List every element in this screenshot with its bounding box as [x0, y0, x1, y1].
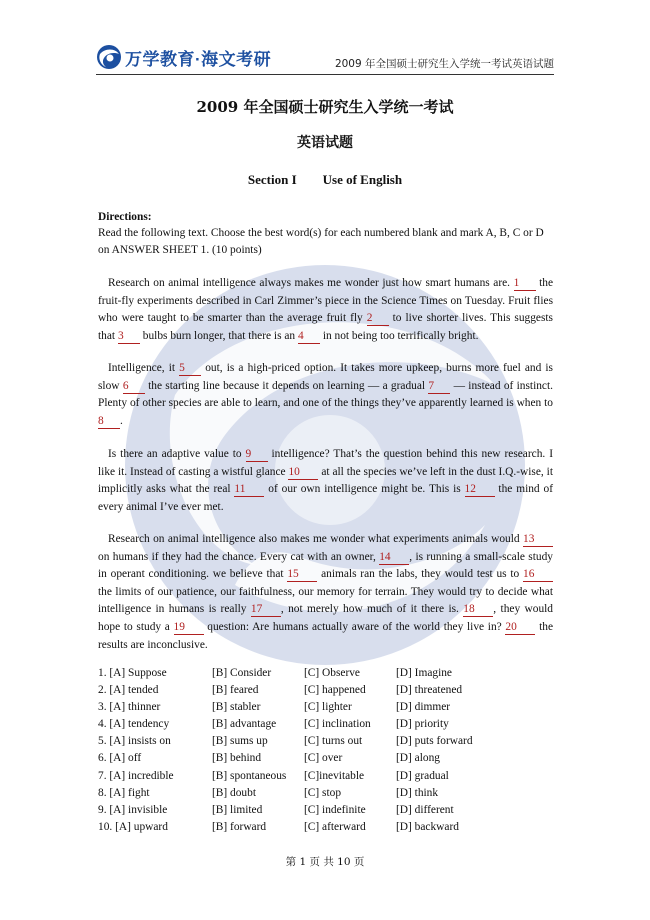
answer-blank-7: 7 [428, 380, 450, 394]
answer-blank-20: 20 [505, 621, 535, 635]
section-heading [0, 172, 650, 188]
option-cell: 3. [A] thinner [98, 701, 161, 714]
option-cell: [D] along [396, 752, 440, 765]
option-cell: [B] stabler [212, 701, 261, 714]
brand-logo-text: 万学教育·海文考研 [125, 49, 272, 69]
option-cell: 1. [A] Suppose [98, 667, 167, 679]
option-cell: 8. [A] fight [98, 786, 150, 799]
directions-label: Directions: [98, 211, 152, 223]
option-row-5 [98, 735, 496, 752]
answer-blank-3: 3 [118, 330, 140, 344]
option-cell: [C] Observe [304, 667, 360, 679]
answer-blank-10: 10 [288, 466, 318, 480]
option-cell: 6. [A] off [98, 752, 142, 765]
option-cell: [B] sums up [212, 735, 268, 748]
option-cell: [D] dimmer [396, 701, 451, 714]
answer-blank-6: 6 [123, 380, 145, 394]
option-cell: 2. [A] tended [98, 684, 159, 697]
passage-paragraph: Intelligence, it 5 out, is a high-priced option. It takes more upkeep, burns more fuel and is slow 6 the starting line because it depends on learning — a gradual 7 — instead of instinct. Plenty of other species are able to learn, and one of the things they’ve apparently learned is when to 8 . [98, 362, 553, 427]
section-name: Use of English [322, 172, 403, 187]
answer-blank-2: 2 [367, 312, 389, 326]
answer-blank-19: 19 [174, 621, 204, 635]
option-row-10 [98, 821, 496, 838]
option-cell: [B] Consider [212, 667, 272, 679]
option-row-9 [98, 804, 496, 821]
option-cell: [C] happened [304, 684, 366, 697]
option-row-3 [98, 701, 496, 718]
option-cell: [B] doubt [212, 786, 256, 799]
option-row-6 [98, 752, 496, 769]
section-number: Section I [247, 172, 297, 187]
option-cell: [D] backward [396, 820, 459, 833]
option-row-4 [98, 718, 496, 735]
answer-blank-5: 5 [179, 362, 201, 376]
brand-logo-icon [96, 44, 122, 70]
option-cell: [C] inclination [304, 718, 371, 731]
passage-paragraph: Is there an adaptive value to 9 intelligence? That’s the question behind this new research. I like it. Instead of casting a wistful glance 10 at all the species we’ve left in the dust I.Q.-wise, it implicitly asks what the real 11 of our own intelligence might be. This is 12 the mind of every animal I’ve ever met. [98, 448, 553, 513]
passage-paragraph: Research on animal intelligence also makes me wonder what experiments animals would 13 on humans if they had the chance. Every cat with an owner, 14 , is running a small-scale study in operant conditioning. we believe that 15 animals ran the labs, they would test us to 16 the limits of our patience, our faithfulness, our memory for terrain. They would try to decide what intelligence in humans is really 17 , not merely how much of it there is. 18 , they would hope to study a 19 question: Are humans actually aware of the world they live in? 20 the results are inconclusive. [98, 533, 554, 651]
option-row-1 [98, 667, 496, 684]
page-number: 第 1 页 共 10 页 [285, 856, 365, 868]
option-cell: 9. [A] invisible [98, 803, 168, 816]
option-cell: [D] threatened [396, 684, 463, 697]
answer-blank-17: 17 [251, 603, 281, 617]
answer-blank-18: 18 [463, 603, 493, 617]
option-cell: [C] afterward [304, 820, 366, 833]
option-cell: [B] spontaneous [212, 769, 287, 782]
page-title: 2009 年全国硕士研究生入学统一考试 [196, 98, 454, 116]
option-row-8 [98, 787, 496, 804]
answer-blank-9: 9 [246, 448, 268, 462]
answer-blank-4: 4 [298, 330, 320, 344]
answer-blank-8: 8 [98, 415, 120, 429]
option-cell: [D] puts forward [396, 735, 473, 748]
option-cell: [B] behind [212, 752, 262, 765]
option-cell: [B] forward [212, 820, 267, 833]
option-row-7 [98, 770, 496, 787]
option-cell: 5. [A] insists on [98, 735, 171, 748]
page-header [96, 40, 554, 75]
option-cell: [C] lighter [304, 701, 352, 714]
option-cell: [D] different [396, 803, 454, 816]
answer-blank-11: 11 [234, 483, 264, 497]
option-cell: [C] over [304, 752, 343, 765]
answer-blank-13: 13 [523, 533, 553, 547]
option-cell: [D] Imagine [396, 667, 452, 679]
option-cell: [D] gradual [396, 769, 449, 782]
answer-blank-12: 12 [465, 483, 495, 497]
option-cell: 4. [A] tendency [98, 718, 170, 731]
passage-paragraph: Research on animal intelligence always makes me wonder just how smart humans are. 1 the fruit-fly experiments described in Carl Zimmer’s piece in the Science Times on Tuesday. Fruit flies who were taught to be smarter than the average fruit fly 2 to live shorter lives. This suggests that 3 bulbs burn longer, that there is an 4 in not being too terrifically bright. [98, 277, 554, 342]
answer-blank-1: 1 [514, 277, 536, 291]
option-cell: 10. [A] upward [98, 820, 168, 833]
option-cell: [B] advantage [212, 718, 277, 731]
answer-blank-16: 16 [523, 568, 553, 582]
header-exam-title: 2009 年全国硕士研究生入学统一考试英语试题 [334, 58, 554, 70]
page-subtitle: 英语试题 [297, 135, 353, 151]
directions-line: on ANSWER SHEET 1. (10 points) [98, 244, 262, 256]
option-cell: [C] indefinite [304, 803, 366, 816]
option-cell: [D] think [396, 786, 439, 799]
option-row-2 [98, 684, 496, 701]
directions-text [98, 225, 553, 259]
option-cell: [C] stop [304, 786, 342, 799]
option-cell: [C]inevitable [304, 769, 365, 782]
option-cell: [D] priority [396, 718, 449, 731]
option-cell: [B] limited [212, 803, 263, 816]
option-cell: 7. [A] incredible [98, 769, 174, 782]
answer-blank-15: 15 [287, 568, 317, 582]
directions-line: Read the following text. Choose the best word(s) for each numbered blank and mark A, B, C or D [98, 227, 544, 239]
brand-logo [96, 44, 271, 70]
option-cell: [C] turns out [304, 735, 363, 748]
answer-blank-14: 14 [379, 551, 409, 565]
option-cell: [B] feared [212, 684, 259, 697]
answer-options-table [98, 667, 496, 838]
